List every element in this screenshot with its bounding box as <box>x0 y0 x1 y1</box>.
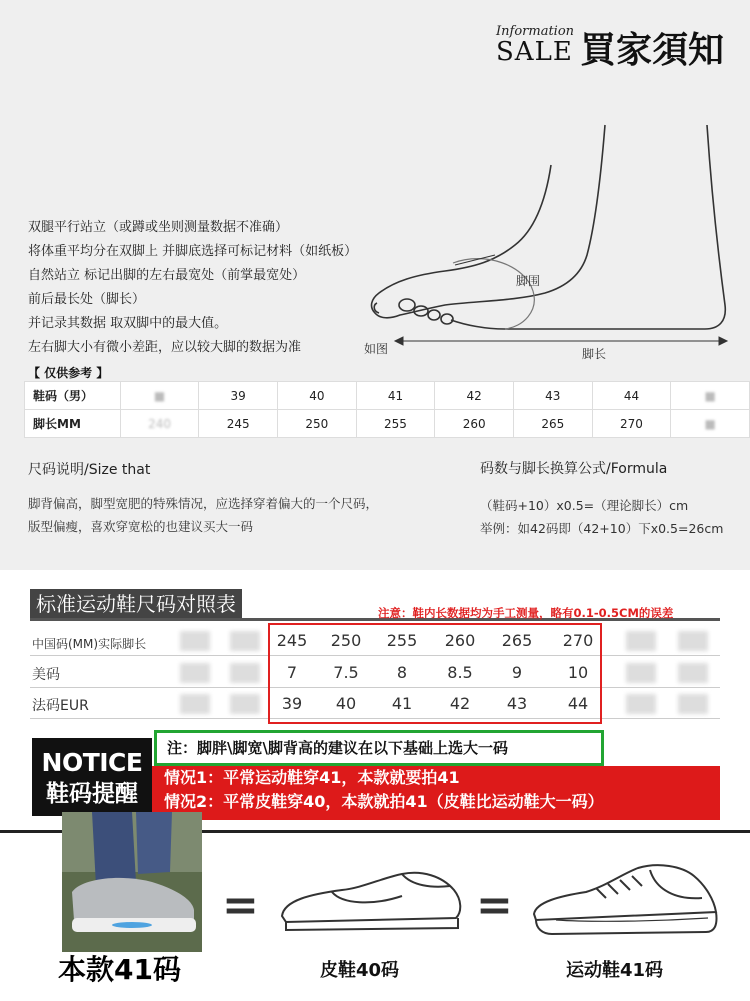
notice-badge <box>32 738 152 816</box>
instruction-line: 自然站立 标记出脚的左右最宽处（前掌最宽处） <box>28 268 306 283</box>
blurred-cell: ■ <box>120 382 199 410</box>
model-size-label: 本款41码 <box>58 953 181 986</box>
brand-title: 買家須知 <box>580 29 725 71</box>
blurred-cell <box>626 694 656 714</box>
table-cell: 43 <box>506 694 528 713</box>
formula-title: 码数与脚长换算公式/Formula <box>480 461 668 477</box>
size-note-line: 版型偏瘦，喜欢穿宽松的也建议买大一码 <box>28 519 254 534</box>
product-shoe-image <box>62 812 202 952</box>
formula-line: （鞋码+10）x0.5=（理论脚长）cm <box>480 498 689 513</box>
blurred-cell <box>180 631 210 651</box>
table-cell: 44 <box>567 694 589 713</box>
brand-info-word: Information <box>496 24 575 39</box>
table-cell: 260 <box>444 631 476 650</box>
table-cell: 43 <box>513 382 592 410</box>
table-cell: 39 <box>199 382 278 410</box>
instruction-line: 并记录其数据 取双脚中的最大值。 <box>28 316 228 331</box>
table-cell: 40 <box>278 382 357 410</box>
instruction-line: 双腿平行站立（或蹲或坐则测量数据不准确） <box>28 220 289 235</box>
instruction-line: 左右脚大小有微小差距，应以较大脚的数据为准 <box>28 340 302 355</box>
notice-cn: 鞋码提醒 <box>46 781 138 807</box>
advice-note: 注：脚胖\脚宽\脚背高的建议在以下基础上选大一码 <box>154 730 604 766</box>
table-cell: 265 <box>513 410 592 438</box>
brand-sale-word: SALE <box>496 37 573 67</box>
size-note-line: 脚背偏高，脚型宽肥的特殊情况，应选择穿着偏大的一个尺码， <box>28 496 379 511</box>
leather-shoe-icon <box>272 856 472 946</box>
table-cell: 7.5 <box>333 663 359 682</box>
girth-label: 脚围 <box>516 274 541 288</box>
row-header: 脚长MM <box>25 410 121 438</box>
size-note-text <box>28 492 378 538</box>
as-shown-label: 如图 <box>364 342 389 356</box>
table-cell: 41 <box>391 694 413 713</box>
blurred-cell <box>678 694 708 714</box>
blurred-cell <box>678 631 708 651</box>
table-cell: 41 <box>356 382 435 410</box>
formula-line: 举例：如42码即（42+10）下x0.5=26cm <box>480 521 724 536</box>
table-cell: 270 <box>592 410 671 438</box>
foot-diagram <box>355 115 735 365</box>
blurred-cell <box>230 694 260 714</box>
table-cell: 265 <box>501 631 533 650</box>
sport-shoe-icon <box>526 856 726 946</box>
length-label: 脚长 <box>582 347 607 361</box>
table-cell: 245 <box>276 631 308 650</box>
product-photo <box>62 812 202 952</box>
blurred-cell <box>180 663 210 683</box>
blurred-cell <box>626 631 656 651</box>
blurred-cell <box>626 663 656 683</box>
reference-title: 【 仅供参考 】 <box>28 366 109 380</box>
equals-sign: = <box>476 880 513 931</box>
table-cell: 245 <box>199 410 278 438</box>
table-cell: 7 <box>286 663 298 682</box>
notice-case: 情况2：平常皮鞋穿40，本款就拍41（皮鞋比运动鞋大一码） <box>164 792 604 811</box>
table-cell: 44 <box>592 382 671 410</box>
blurred-cell: ■ <box>671 382 750 410</box>
row-header: 鞋码（男） <box>25 382 121 410</box>
blurred-cell: ■ <box>671 410 750 438</box>
row-header: 美码 <box>32 667 60 683</box>
blurred-cell: 240 <box>120 410 199 438</box>
table-cell: 255 <box>386 631 418 650</box>
highlight-box <box>268 623 602 724</box>
table-cell: 260 <box>435 410 514 438</box>
notice-cases <box>152 766 720 820</box>
notice-case: 情况1：平常运动鞋穿41，本款就要拍41 <box>164 768 460 787</box>
row-header: 中国码(MM)实际脚长 <box>32 637 147 651</box>
equals-sign: = <box>222 880 259 931</box>
notice-en: NOTICE <box>41 748 143 777</box>
table-cell: 42 <box>435 382 514 410</box>
table-cell: 40 <box>335 694 357 713</box>
table-cell: 8.5 <box>447 663 473 682</box>
table-cell: 10 <box>567 663 589 682</box>
measurement-instructions <box>28 216 357 360</box>
blurred-cell <box>230 663 260 683</box>
instruction-line: 将体重平均分在双脚上 并脚底选择可标记材料（如纸板） <box>28 244 358 259</box>
table-cell: 39 <box>281 694 303 713</box>
table-cell: 270 <box>562 631 594 650</box>
size-note-title: 尺码说明/Size that <box>28 462 151 478</box>
table-cell: 42 <box>449 694 471 713</box>
row-header: 法码EUR <box>32 698 89 714</box>
table-cell: 8 <box>396 663 408 682</box>
table-cell: 250 <box>278 410 357 438</box>
table-cell: 9 <box>511 663 523 682</box>
blurred-cell <box>678 663 708 683</box>
table-row <box>25 382 750 410</box>
standard-chart-title: 标准运动鞋尺码对照表 <box>30 589 242 619</box>
blurred-cell <box>180 694 210 714</box>
leather-shoe-label: 皮鞋40码 <box>320 960 400 981</box>
reference-size-table <box>24 381 750 438</box>
brand-header <box>488 20 728 70</box>
table-cell: 250 <box>330 631 362 650</box>
table-cell: 255 <box>356 410 435 438</box>
measurement-note: 注意：鞋内长数据均为手工测量，略有0.1-0.5CM的误差 <box>378 606 674 620</box>
sport-shoe-label: 运动鞋41码 <box>566 960 664 981</box>
instruction-line: 前后最长处（脚长） <box>28 292 146 307</box>
formula-text <box>480 494 723 540</box>
table-row <box>25 410 750 438</box>
blurred-cell <box>230 631 260 651</box>
